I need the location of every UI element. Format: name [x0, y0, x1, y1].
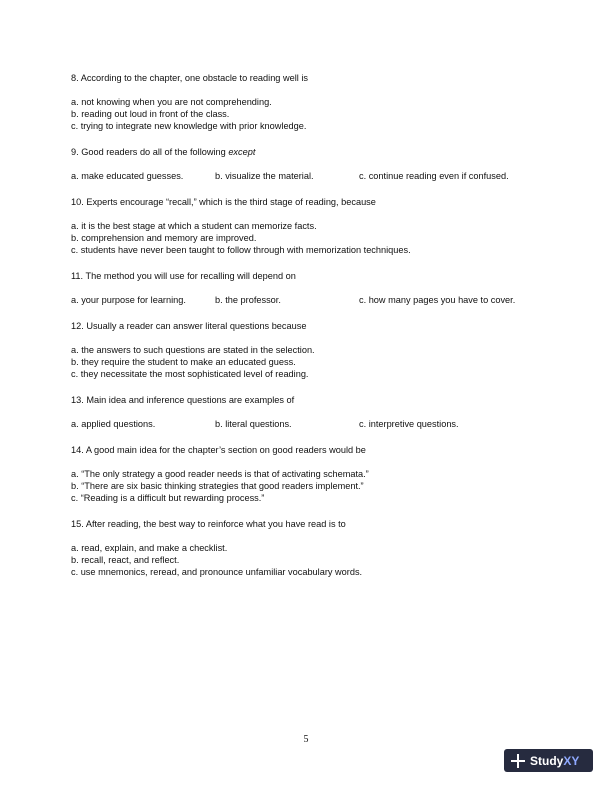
choice-c: c. students have never been taught to follow through with memorization techniques. — [71, 245, 411, 255]
question-stem: 15. After reading, the best way to reinforce what you have read is to — [71, 519, 346, 529]
question-8 — [71, 72, 551, 132]
question-stem: 12. Usually a reader can answer literal questions because — [71, 321, 307, 331]
choice-list — [71, 220, 551, 256]
choice-b: b. comprehension and memory are improved. — [71, 233, 257, 243]
choice-c: c. continue reading even if confused. — [359, 171, 509, 181]
choice-row — [71, 170, 551, 182]
choice-c: c. trying to integrate new knowledge with prior knowledge. — [71, 121, 307, 131]
choice-b: b. literal questions. — [215, 419, 292, 429]
question-11 — [71, 270, 551, 306]
choice-b: b. “There are six basic thinking strategies that good readers implement.” — [71, 481, 364, 491]
plus-icon — [511, 754, 525, 768]
question-stem: 14. A good main idea for the chapter’s section on good readers would be — [71, 445, 366, 455]
choice-list — [71, 542, 551, 578]
choice-a: a. it is the best stage at which a student can memorize facts. — [71, 221, 317, 231]
question-14 — [71, 444, 551, 504]
choice-list — [71, 344, 551, 380]
choice-b: b. visualize the material. — [215, 171, 314, 181]
question-stem: 13. Main idea and inference questions are examples of — [71, 395, 295, 405]
choice-list — [71, 96, 551, 132]
question-stem-text: 9. Good readers do all of the following — [71, 147, 229, 157]
choice-b: b. the professor. — [215, 295, 281, 305]
choice-a: a. read, explain, and make a checklist. — [71, 543, 228, 553]
page-number: 5 — [303, 734, 309, 745]
question-9 — [71, 146, 551, 182]
choice-b: b. recall, react, and reflect. — [71, 555, 180, 565]
choice-list — [71, 468, 551, 504]
quiz-questions — [71, 72, 551, 592]
studyxy-badge[interactable] — [504, 749, 593, 772]
choice-b: b. they require the student to make an educated guess. — [71, 357, 296, 367]
question-stem-emphasis: except — [228, 147, 256, 157]
choice-a: a. make educated guesses. — [71, 171, 184, 181]
choice-c: c. interpretive questions. — [359, 419, 459, 429]
brand-name: Study — [530, 753, 564, 768]
question-stem: 8. According to the chapter, one obstacle to reading well is — [71, 73, 308, 83]
choice-c: c. use mnemonics, reread, and pronounce unfamiliar vocabulary words. — [71, 567, 363, 577]
choice-row — [71, 418, 551, 430]
choice-a: a. “The only strategy a good reader needs is that of activating schemata.” — [71, 469, 369, 479]
choice-a: a. applied questions. — [71, 419, 156, 429]
choice-c: c. how many pages you have to cover. — [359, 295, 516, 305]
question-stem — [71, 146, 551, 158]
question-stem: 11. The method you will use for recalling will depend on — [71, 271, 296, 281]
choice-c: c. “Reading is a difficult but rewarding process.” — [71, 493, 265, 503]
question-stem: 10. Experts encourage “recall,” which is the third stage of reading, because — [71, 197, 376, 207]
choice-c: c. they necessitate the most sophisticated level of reading. — [71, 369, 309, 379]
choice-b: b. reading out loud in front of the class. — [71, 109, 230, 119]
choice-a: a. the answers to such questions are stated in the selection. — [71, 345, 315, 355]
question-10 — [71, 196, 551, 256]
question-15 — [71, 518, 551, 578]
choice-row — [71, 294, 551, 306]
question-12 — [71, 320, 551, 380]
question-13 — [71, 394, 551, 430]
choice-a: a. your purpose for learning. — [71, 295, 186, 305]
choice-a: a. not knowing when you are not comprehending. — [71, 97, 272, 107]
brand-accent: XY — [563, 753, 580, 768]
